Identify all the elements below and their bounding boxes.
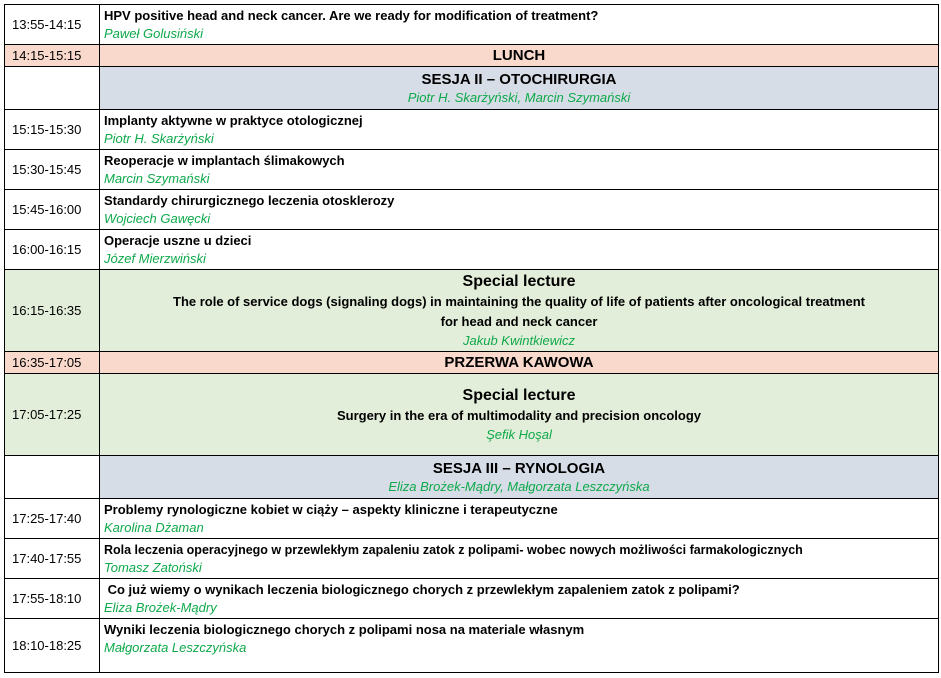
- talk-title: Operacje uszne u dzieci: [104, 232, 252, 248]
- schedule-row: [5, 619, 939, 673]
- talk-cell: [100, 619, 939, 673]
- time-cell: 18:10-18:25: [5, 619, 100, 673]
- talk-cell: [100, 579, 939, 619]
- talk-cell: [100, 110, 939, 150]
- speaker-name: Józef Mierzwiński: [104, 250, 206, 266]
- speaker-name: Jakub Kwintkiewicz: [463, 332, 575, 348]
- schedule-row: [5, 5, 939, 45]
- speaker-name: Eliza Brożek-Mądry: [104, 599, 217, 615]
- talk-title: Implanty aktywne w praktyce otologicznej: [104, 112, 363, 128]
- time-cell: 17:25-17:40: [5, 499, 100, 539]
- special-lecture-row: [5, 374, 939, 456]
- time-cell: 14:15-15:15: [5, 45, 100, 67]
- speaker-name: Paweł Golusiński: [104, 25, 203, 41]
- schedule-row: [5, 230, 939, 270]
- time-cell: 15:30-15:45: [5, 150, 100, 190]
- session-row: [5, 456, 939, 499]
- schedule-row: [5, 190, 939, 230]
- session-chairs: Eliza Brożek-Mądry, Małgorzata Leszczyńska: [388, 478, 650, 494]
- time-cell: 13:55-14:15: [5, 5, 100, 45]
- session-row: [5, 67, 939, 110]
- time-cell-empty: [5, 456, 100, 499]
- lecture-cell: [100, 270, 939, 352]
- break-label: LUNCH: [100, 45, 939, 67]
- lecture-cell: [100, 374, 939, 456]
- time-cell: 17:55-18:10: [5, 579, 100, 619]
- time-cell-empty: [5, 67, 100, 110]
- break-label: PRZERWA KAWOWA: [100, 352, 939, 374]
- talk-title: HPV positive head and neck cancer. Are we ready for modification of treatment?: [104, 7, 599, 23]
- time-cell: 16:15-16:35: [5, 270, 100, 352]
- time-cell: 15:45-16:00: [5, 190, 100, 230]
- session-chairs: Piotr H. Skarżyński, Marcin Szymański: [407, 89, 631, 105]
- speaker-name: Marcin Szymański: [104, 170, 210, 186]
- talk-cell: [100, 5, 939, 45]
- talk-title: Standardy chirurgicznego leczenia otosklerozy: [104, 192, 395, 208]
- session-cell: [100, 456, 939, 499]
- schedule-table: [4, 4, 939, 673]
- schedule-row: [5, 110, 939, 150]
- speaker-name: Şefik Hoşal: [486, 426, 552, 442]
- speaker-name: Piotr H. Skarżyński: [104, 130, 214, 146]
- talk-title: Rola leczenia operacyjnego w przewlekłym zapaleniu zatok z polipami- wobec nowych możliwości farmakologicznych: [104, 542, 803, 557]
- schedule-row: [5, 539, 939, 579]
- talk-cell: [100, 230, 939, 270]
- talk-cell: [100, 150, 939, 190]
- lecture-heading: Special lecture: [462, 386, 576, 404]
- lecture-heading: Special lecture: [462, 272, 576, 290]
- break-row: [5, 352, 939, 374]
- time-cell: 16:35-17:05: [5, 352, 100, 374]
- talk-title: Wyniki leczenia biologicznego chorych z polipami nosa na materiale własnym: [104, 622, 585, 637]
- lecture-title-line2: for head and neck cancer: [440, 313, 598, 329]
- lecture-title: Surgery in the era of multimodality and precision oncology: [336, 407, 702, 423]
- speaker-name: Karolina Dżaman: [104, 519, 204, 535]
- talk-title: Co już wiemy o wynikach leczenia biologicznego chorych z przewlekłym zapaleniem zatok z polipami?: [104, 581, 740, 597]
- talk-cell: [100, 539, 939, 579]
- time-cell: 16:00-16:15: [5, 230, 100, 270]
- time-cell: 17:05-17:25: [5, 374, 100, 456]
- schedule-row: [5, 499, 939, 539]
- lecture-title-line1: The role of service dogs (signaling dogs) in maintaining the quality of life of patients after oncological treatment: [173, 293, 865, 309]
- speaker-name: Małgorzata Leszczyńska: [104, 640, 247, 655]
- schedule-row: [5, 150, 939, 190]
- session-cell: [100, 67, 939, 110]
- schedule-row: [5, 579, 939, 619]
- special-lecture-row: [5, 270, 939, 352]
- speaker-name: Wojciech Gawęcki: [104, 210, 211, 226]
- session-title: SESJA II – OTOCHIRURGIA: [421, 70, 617, 88]
- talk-title: Reoperacje w implantach ślimakowych: [104, 152, 345, 168]
- talk-cell: [100, 190, 939, 230]
- session-title: SESJA III – RYNOLOGIA: [432, 459, 606, 477]
- talk-cell: [100, 499, 939, 539]
- time-cell: 17:40-17:55: [5, 539, 100, 579]
- talk-title: Problemy rynologiczne kobiet w ciąży – aspekty kliniczne i terapeutyczne: [104, 501, 558, 517]
- speaker-name: Tomasz Zatoński: [104, 559, 202, 575]
- time-cell: 15:15-15:30: [5, 110, 100, 150]
- break-row: [5, 45, 939, 67]
